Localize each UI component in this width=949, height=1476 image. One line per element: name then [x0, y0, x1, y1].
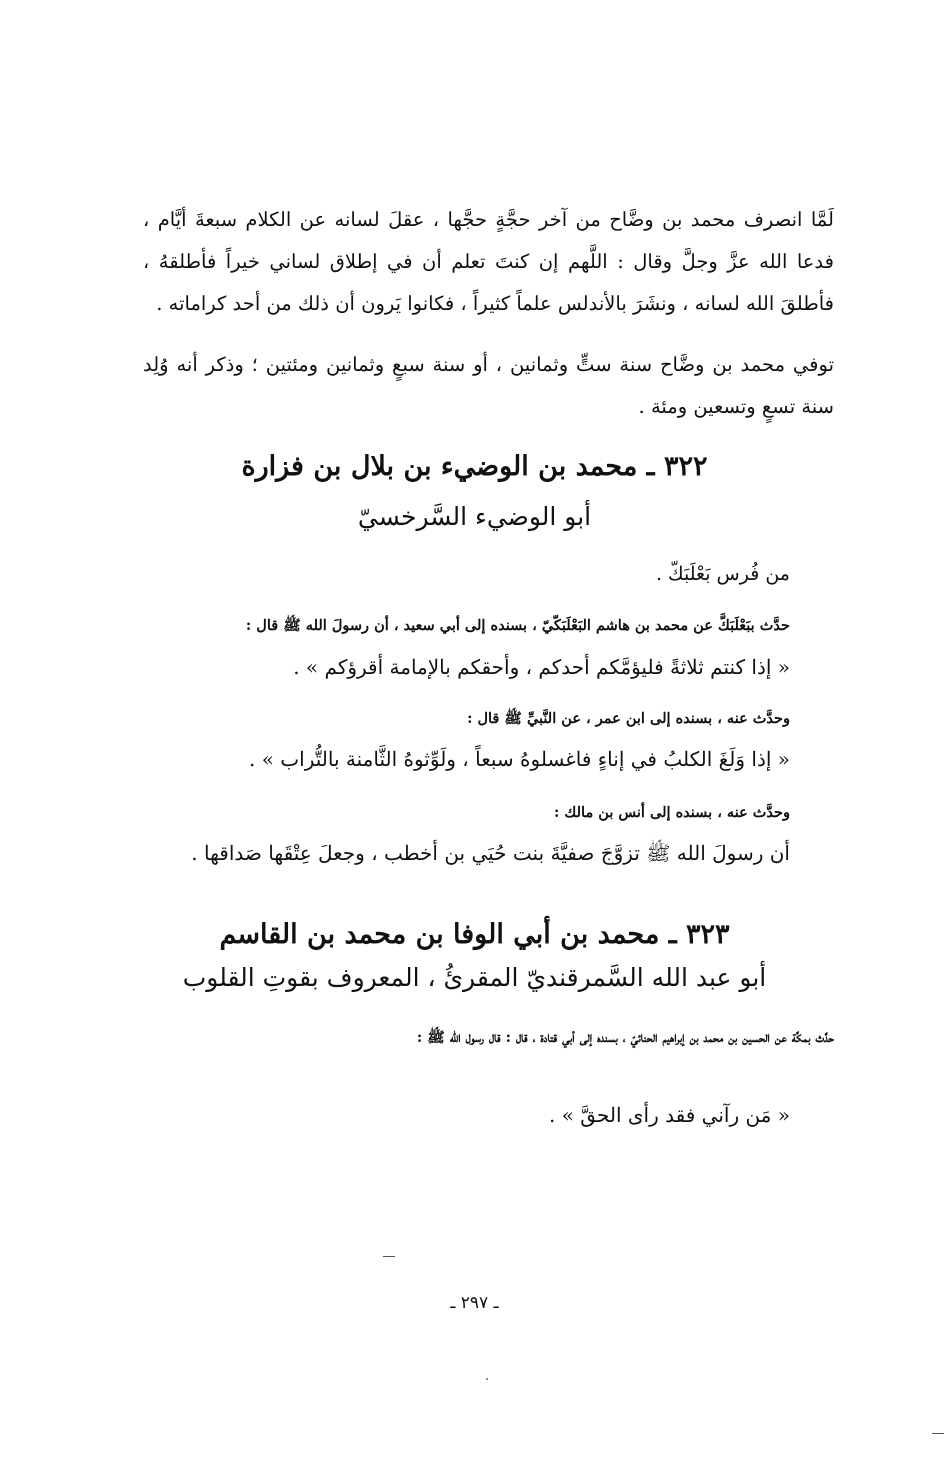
entry-323-hadith: « مَن رآني فقد رأى الحقَّ » . — [548, 1103, 790, 1127]
entry-322-hadith-1: « إذا كنتم ثلاثةً فليؤمَّكم أحدكم ، وأحقكم بالإمامة أقرؤكم » . — [293, 655, 790, 679]
entry-322-intro-2: وحدَّث عنه ، بسنده إلى ابن عمر ، عن النَّبيِّ ﷺ قال : — [467, 710, 790, 727]
entry-322-hadith-3: أن رسولَ الله ﷺ تزوَّجَ صفيَّةَ بنت حُيَي بن أخطب ، وجعلَ عِتْقَها صَداقها . — [191, 841, 790, 865]
entry-322-intro-1: حدَّث ببَعْلَبَكَّ عن محمد بن هاشم البَعْلَبَكّيّ ، بسنده إلى أبي سعيد ، أن رسولَ الله ﷺ قال : — [245, 617, 790, 634]
entry-323-title: ٣٢٣ ـ محمد بن أبي الوفا بن محمد بن القاسم — [219, 919, 730, 950]
entry-323-intro: حدَّث بمكَّة عن الحسين بن محمد بن إبراهيم الحنائيّ ، بسنده إلى أبي قتادة ، قال : قال رسول الله ﷺ : — [416, 1029, 834, 1046]
scan-speck — [486, 1378, 488, 1380]
bio-paragraph-1: لَمَّا انصرف محمد بن وضَّاح من آخر حجَّةٍ حجَّها ، عقلَ لسانه عن الكلام سبعةَ أيَّام ، فدعا الله عزَّ وجلَّ وقال : اللَّهم إن كنتَ تعلم أن في إطلاق لساني خيراً فأطلقهُ ، فأطلقَ الله لسانه ، ونشَرَ بالأندلس علماً كثيراً ، فكانوا يَرون أن ذلك من أحد كراماته . — [143, 208, 834, 315]
entry-322-hadith-2: « إذا وَلَغَ الكلبُ في إناءٍ فاغسلوهُ سبعاً ، ولَوِّثوهُ الثَّامنة بالتُّراب » . — [249, 747, 790, 771]
scan-mark — [383, 1256, 395, 1257]
entry-322-title: ٣٢٢ ـ محمد بن الوضيء بن بلال بن فزارة — [241, 451, 708, 482]
entry-322-subtitle: أبو الوضيء السَّرخسيّ — [357, 502, 592, 531]
bio-paragraph-2: توفي محمد بن وضَّاح سنة ستٍّ وثمانين ، أو سنة سبعٍ وثمانين ومئتين ؛ وذكر أنه وُلِد سنة تسعٍ وتسعين ومئة . — [143, 353, 834, 418]
entry-323-subtitle: أبو عبد الله السَّمرقنديّ المقرئُ ، المعروف بقوتِ القلوب — [182, 963, 767, 992]
entry-322-origin: من فُرس بَعْلَبَكّ . — [655, 563, 790, 585]
scan-edge-mark — [932, 1433, 944, 1434]
entry-322-intro-3: وحدَّث عنه ، بسنده إلى أنس بن مالك : — [554, 804, 790, 821]
page-number: ـ ٢٩٧ ـ — [450, 1293, 499, 1313]
